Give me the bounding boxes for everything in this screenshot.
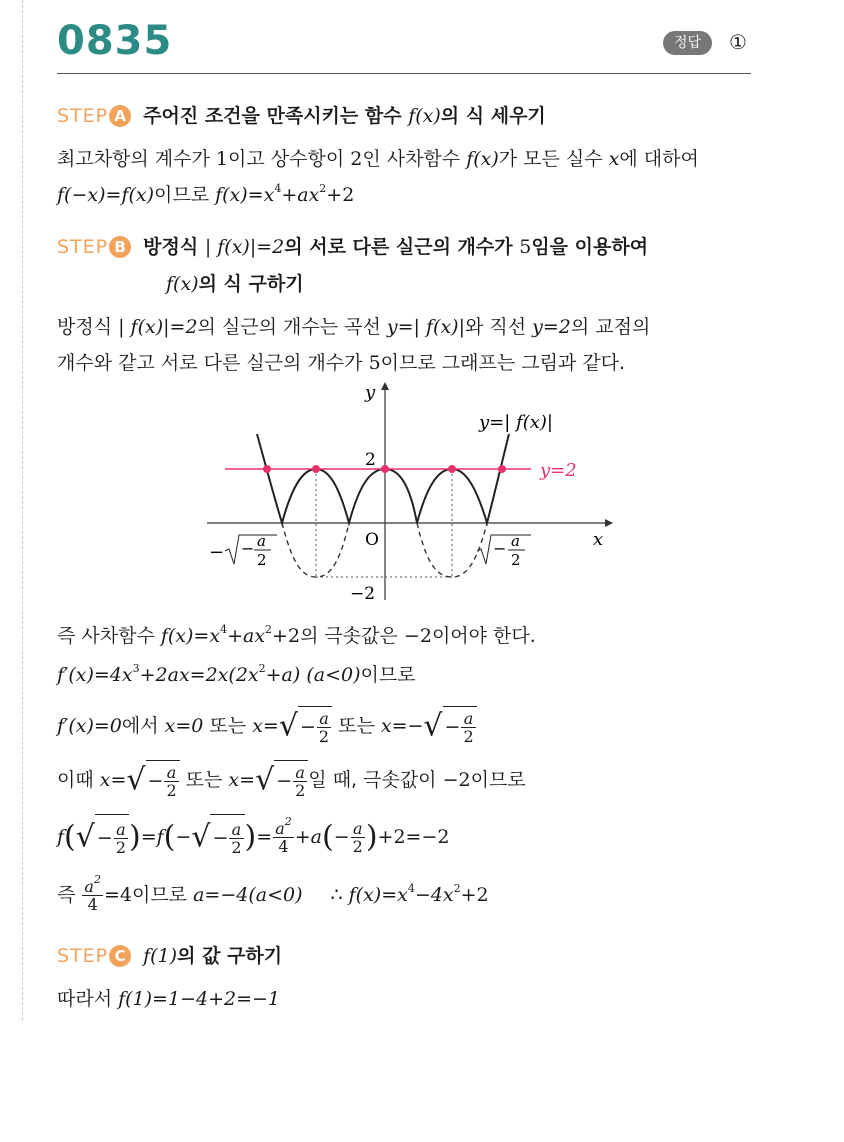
- function-graph: [195, 378, 615, 610]
- svg-text:−: −: [241, 539, 255, 558]
- problem-number: 0835: [57, 18, 173, 64]
- x-axis-label: x: [593, 529, 604, 550]
- step-a-heading: STEP A 주어진 조건을 만족시키는 함수 f(x)의 식 세우기: [57, 105, 546, 127]
- x-axis-arrow: [605, 519, 613, 527]
- body-line-11: 따라서 f(1)=1−4+2=−1: [57, 988, 281, 1010]
- step-b-heading-cont: f(x)의 식 구하기: [166, 273, 304, 295]
- body-line-10: 즉 $\frac{a^2}{4}$ =4이므로 a=−4(a<0) ∴ $f(x)=x^4-4x^2+2$: [57, 873, 489, 914]
- page-margin-rule: [22, 0, 23, 1020]
- y-axis-arrow: [381, 382, 389, 390]
- svg-text:2: 2: [257, 551, 267, 569]
- answer-badge: 정답: [663, 31, 712, 55]
- body-line-5: 즉 사차함수 $f(x)=x^4+ax^2+2$의 극솟값은 −2이어야 한다.: [57, 623, 536, 647]
- curve-label: y=| f(x)|: [479, 412, 553, 433]
- body-line-2: f(−x)=f(x)이므로 $f(x)=x^4+ax^2+2$: [57, 182, 355, 206]
- step-badge-a: A: [109, 105, 131, 127]
- intersection-point: [498, 465, 506, 473]
- header-divider: [57, 73, 751, 74]
- body-line-8: 이때 x=√ − $\frac{a}{2}$ 또는 x=√ − $\frac{a}{2}$ 일 때, 극솟값이 −2이므로: [57, 760, 526, 801]
- svg-text:a: a: [257, 532, 266, 550]
- y-tick-2: 2: [365, 450, 376, 470]
- body-line-7: f′(x)=0에서 x=0 또는 x=√ − $\frac{a}{2}$ 또는 x=−√ − $\frac{a}{2}$: [57, 706, 477, 747]
- step-b-heading: STEP B 방정식 | f(x)|=2의 서로 다른 실근의 개수가 5임을 이용하여: [57, 236, 649, 258]
- origin-label: O: [365, 530, 379, 550]
- intersection-point: [263, 465, 271, 473]
- body-line-9: f(√ − $\frac{a}{2}$ )=f(−√ − $\frac{a}{2}$ )= $\frac{a^2}{4}$ +a(− $\frac{a}{2}$ )+2=−2: [57, 814, 449, 861]
- answer-value: ①: [729, 30, 747, 54]
- step-badge-c: C: [109, 945, 131, 967]
- body-line-3: 방정식 | f(x)|=2의 실근의 개수는 곡선 y=| f(x)|와 직선 y=2의 교점의: [57, 316, 651, 338]
- body-line-1: 최고차항의 계수가 1이고 상수항이 2인 사차함수 f(x)가 모든 실수 x에 대하여: [57, 148, 699, 170]
- right-root-label: [477, 532, 531, 569]
- y-tick-minus-2: −2: [350, 584, 376, 604]
- svg-text:−: −: [209, 542, 225, 563]
- svg-text:2: 2: [511, 551, 521, 569]
- step-badge-b: B: [109, 236, 131, 258]
- abs-f-curve: [257, 434, 509, 523]
- step-label: STEP: [57, 105, 109, 127]
- y-axis-label: y: [365, 382, 376, 403]
- intersection-point: [312, 465, 320, 473]
- line-label: y=2: [540, 460, 577, 481]
- left-root-label: [209, 532, 277, 569]
- body-line-6: $f'(x)=4x^3+2ax=2x(2x^2+a)$ (a<0)이므로: [57, 662, 416, 686]
- body-line-4: 개수와 같고 서로 다른 실근의 개수가 5이므로 그래프는 그림과 같다.: [57, 352, 626, 374]
- intersection-point: [381, 465, 389, 473]
- step-c-heading: STEP C f(1)의 값 구하기: [57, 945, 283, 967]
- svg-text:a: a: [511, 532, 520, 550]
- intersection-point: [448, 465, 456, 473]
- svg-text:−: −: [493, 539, 507, 558]
